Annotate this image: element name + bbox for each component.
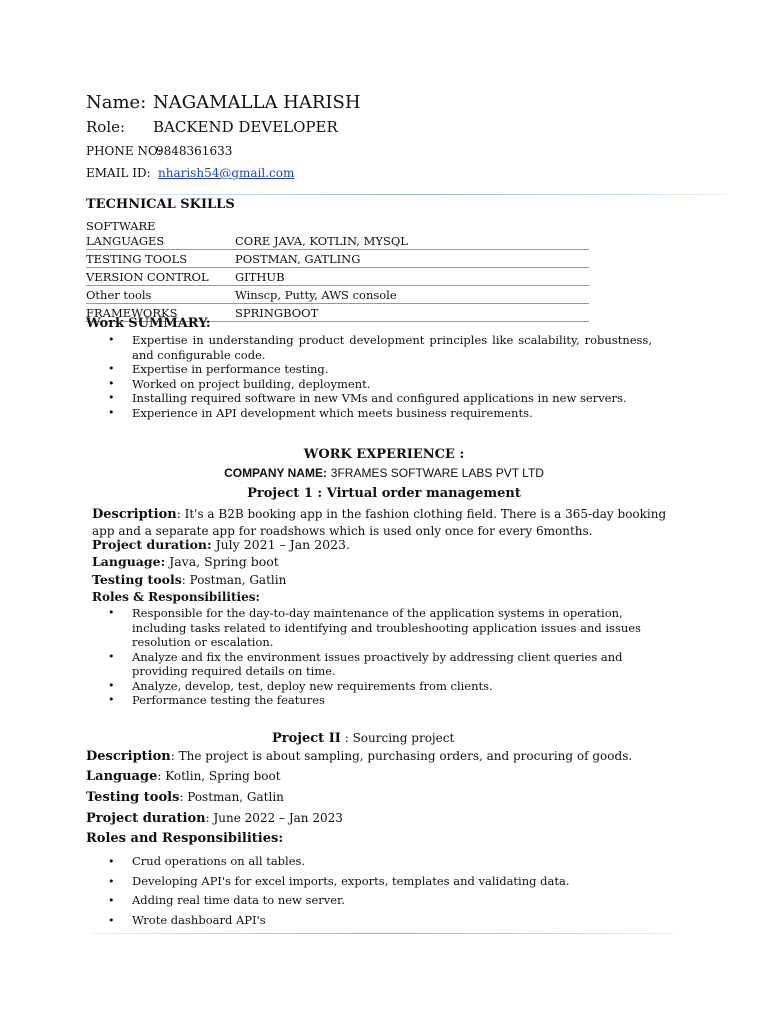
list-item: • Performance testing the features [86, 693, 652, 708]
list-item: • Analyze, develop, test, deploy new requirements from clients. [86, 679, 652, 694]
project1-language [92, 554, 279, 569]
email-link[interactable]: nharish54@gmail.com [158, 166, 295, 180]
project1-language-value: Java, Spring boot [169, 554, 279, 569]
top-divider [92, 194, 726, 195]
project1-duration-value: July 2021 – Jan 2023. [215, 537, 350, 552]
skill-value: POSTMAN, GATLING [235, 250, 589, 268]
skill-key: VERSION CONTROL [86, 268, 235, 286]
list-item: • Wrote dashboard API's [86, 911, 652, 931]
list-item: • Analyze and fix the environment issues proactively by addressing client queries and providing required details on time. [86, 650, 652, 679]
list-item: • Expertise in understanding product development principles like scalability, robustness, and configurable code. [86, 333, 652, 362]
project1-description [92, 506, 674, 539]
project2-language-label: Language [86, 769, 158, 784]
company-line [0, 466, 768, 480]
project2-subtitle: : Sourcing project [344, 731, 455, 745]
project2-desc-label: Description [86, 749, 171, 764]
candidate-name: NAGAMALLA HARISH [153, 92, 361, 113]
skills-table [86, 219, 589, 322]
candidate-role: BACKEND DEVELOPER [153, 118, 338, 136]
project1-title: Project 1 : Virtual order management [247, 486, 521, 501]
summary-heading-work: Work [86, 316, 125, 331]
project2-testing [86, 790, 284, 805]
email-label: EMAIL ID: [86, 166, 151, 180]
table-row [86, 286, 589, 304]
project2-language [86, 769, 281, 784]
project2-desc-text: : The project is about sampling, purchasing orders, and procuring of goods. [170, 749, 633, 763]
list-item: • Developing API's for excel imports, exports, templates and validating data. [86, 872, 652, 892]
skill-value: SPRINGBOOT [235, 304, 589, 322]
list-item: • Worked on project building, deployment. [86, 377, 652, 392]
list-item: • Expertise in performance testing. [86, 362, 652, 377]
table-row [86, 268, 589, 286]
role-label: Role: [86, 118, 126, 136]
company-name: 3FRAMES SOFTWARE LABS PVT LTD [330, 466, 544, 480]
list-item: • Responsible for the day-to-day maintenance of the application systems in operation, including tasks related to identifying and troubleshooting application issues and issues resolution or escalation. [86, 606, 652, 650]
project1-duration [92, 537, 350, 552]
project2-roles-list [86, 852, 652, 930]
summary-list [86, 333, 652, 420]
phone-number: 9848361633 [156, 144, 233, 158]
project1-testing-label: Testing tools [92, 572, 182, 587]
skill-key: SOFTWARE LANGUAGES [86, 219, 235, 250]
skill-value: Winscp, Putty, AWS console [235, 286, 589, 304]
name-label: Name: [86, 92, 147, 113]
list-item: • Crud operations on all tables. [86, 852, 652, 872]
project2-title [272, 731, 454, 746]
project1-desc-label: Description [92, 507, 177, 522]
project1-language-label: Language: [92, 554, 166, 569]
summary-heading [86, 316, 211, 331]
project2-duration-value: : June 2022 – Jan 2023 [205, 811, 343, 825]
project1-roles-list [86, 606, 652, 708]
project2-duration-label: Project duration [86, 811, 206, 826]
project1-desc-text: : It's a B2B booking app in the fashion clothing field. There is a 365-day booking app and a separate app for roadshows which is used only once for every 6months. [92, 507, 667, 538]
list-item: • Installing required software in new VMs and configured applications in new servers. [86, 391, 652, 406]
project2-roles-heading: Roles and Responsibilities: [86, 831, 284, 846]
project1-duration-label: Project duration: [92, 537, 212, 552]
skill-key: FRAMEWORKS [86, 304, 235, 322]
project2-title-label: Project II [272, 731, 341, 746]
project2-language-value: : Kotlin, Spring boot [157, 769, 281, 783]
bottom-divider [92, 933, 674, 934]
skill-key: Other tools [86, 286, 235, 304]
skills-heading: TECHNICAL SKILLS [86, 197, 235, 212]
project2-testing-label: Testing tools [86, 790, 180, 805]
project1-testing-value: : Postman, Gatlin [181, 573, 287, 587]
experience-heading: WORK EXPERIENCE : [303, 447, 465, 462]
table-row [86, 219, 589, 250]
project2-testing-value: : Postman, Gatlin [179, 790, 284, 804]
summary-heading-rest: SUMMARY: [128, 316, 211, 331]
list-item: • Adding real time data to new server. [86, 891, 652, 911]
phone-label: PHONE NO: [86, 144, 162, 158]
project2-duration [86, 811, 343, 826]
company-label: COMPANY NAME: [224, 466, 327, 480]
project1-roles-heading: Roles & Responsibilities: [92, 590, 260, 604]
project2-description [86, 749, 632, 764]
skill-value: CORE JAVA, KOTLIN, MYSQL [235, 219, 589, 250]
table-row [86, 250, 589, 268]
skill-value: GITHUB [235, 268, 589, 286]
skill-key: TESTING TOOLS [86, 250, 235, 268]
project1-testing [92, 572, 286, 587]
list-item: • Experience in API development which meets business requirements. [86, 406, 652, 421]
